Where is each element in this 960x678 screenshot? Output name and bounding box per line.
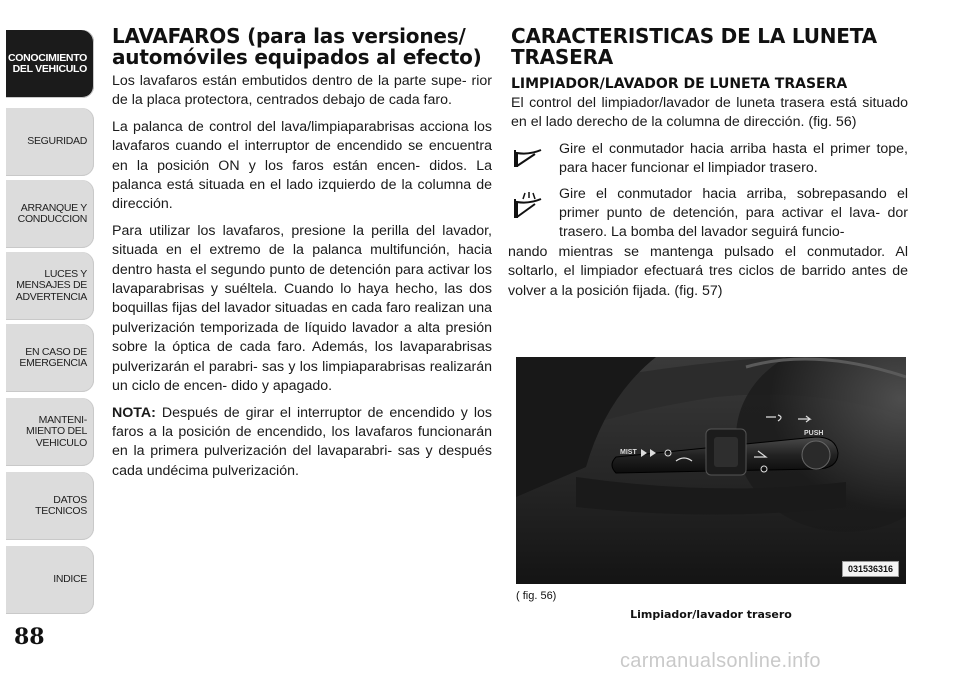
left-column xyxy=(112,26,492,488)
paragraph-usage: Para utilizar los lavafaros, presione la perilla del lavador, situada en el extremo de la palanca multifunción, hacia dentro hasta el segundo punto de detención para activar los lavaparabrisas y suéltela. Cuando lo haya hecho, las dos boquillas fijas del lavador situadas en cada faro realizan una pulverización temporizada de líquido lavador a alta presión sobre la óptica de cada faro. Además, los lavaparabrisas pulverizarán el parabri- sas y los limpiaparabrisas realizarán un ciclo de encen- dido y apagado. xyxy=(112,222,492,395)
rear-wiper-icon xyxy=(511,140,559,175)
tab-datos-tecnicos[interactable]: DATOS TECNICOS xyxy=(6,472,94,540)
tab-luces-y-mensajes[interactable]: LUCES Y MENSAJES DE ADVERTENCIA xyxy=(6,252,94,320)
tab-indice[interactable]: INDICE xyxy=(6,546,94,614)
wiper-instruction-text: Gire el conmutador hacia arriba hasta el primer tope, para hacer funcionar el limpiador trasero. xyxy=(559,140,908,177)
washer-instruction-continued: nando mientras se mantenga pulsado el conmutador. Al soltarlo, el limpiador efectuará tres ciclos de barrido antes de volver a la posición fijada. (fig. 57) xyxy=(508,243,908,299)
figure-rear-wiper-stalk xyxy=(516,357,906,584)
stalk-label-mist: MIST xyxy=(620,449,637,456)
stalk-photo-illustration xyxy=(516,357,906,584)
paragraph-intro: Los lavafaros están embutidos dentro de la parte supe- rior de la placa protectora, centrados debajo de cada faro. xyxy=(112,73,492,109)
washer-instruction-text: Gire el conmutador hacia arriba, sobrepasando el primer punto de detención, para activar el lava- dor trasero. La bomba del lavador seguirá funcio- xyxy=(559,185,908,241)
page-number: 88 xyxy=(14,624,45,650)
rear-washer-icon xyxy=(511,185,559,226)
tab-mantenimiento[interactable]: MANTENI- MIENTO DEL VEHICULO xyxy=(6,398,94,466)
right-column xyxy=(508,24,908,308)
tab-seguridad[interactable]: SEGURIDAD xyxy=(6,108,94,176)
stalk-label-push: PUSH xyxy=(804,430,824,437)
figure-reference: ( fig. 56) xyxy=(516,590,557,602)
subsection-title: LIMPIADOR/LAVADOR DE LUNETA TRASERA xyxy=(511,76,848,92)
wiper-instruction xyxy=(511,140,908,179)
note-paragraph xyxy=(112,404,492,482)
chapter-tabs xyxy=(0,0,102,620)
section-title-lavafaros: LAVAFAROS (para las versiones/ automóviles equipados al efecto) xyxy=(112,24,482,69)
tab-arranque-y-conduccion[interactable]: ARRANQUE Y CONDUCCION xyxy=(6,180,94,248)
paragraph-control: La palanca de control del lava/limpiaparabrisas acciona los lavafaros cuando el interruptor de encendido se encuentra en la posición ON y los faros están encen- didos. La palanca está situada en el lado izquierdo de la columna de dirección. xyxy=(112,118,492,213)
paragraph-location: El control del limpiador/lavador de luneta trasera está situado en el lado derecho de la columna de dirección. (fig. 56) xyxy=(511,95,908,131)
figure-caption: Limpiador/lavador trasero xyxy=(630,608,792,621)
tab-conocimiento-del-vehiculo[interactable]: CONOCIMIENTO DEL VEHICULO xyxy=(6,30,94,98)
figure-code: 031536316 xyxy=(842,561,899,577)
note-text: Después de girar el interruptor de encendido y los faros a la posición de encendido, los lavafaros funcionarán en la primera pulverización del lavaparabri- sas y después cada undécima pulverización. xyxy=(112,404,492,479)
washer-instruction xyxy=(511,185,908,243)
note-label: NOTA: xyxy=(112,404,156,421)
tab-en-caso-de-emergencia[interactable]: EN CASO DE EMERGENCIA xyxy=(6,324,94,392)
watermark: carmanualsonline.info xyxy=(620,650,821,672)
section-title-luneta: CARACTERISTICAS DE LA LUNETA TRASERA xyxy=(511,24,877,69)
